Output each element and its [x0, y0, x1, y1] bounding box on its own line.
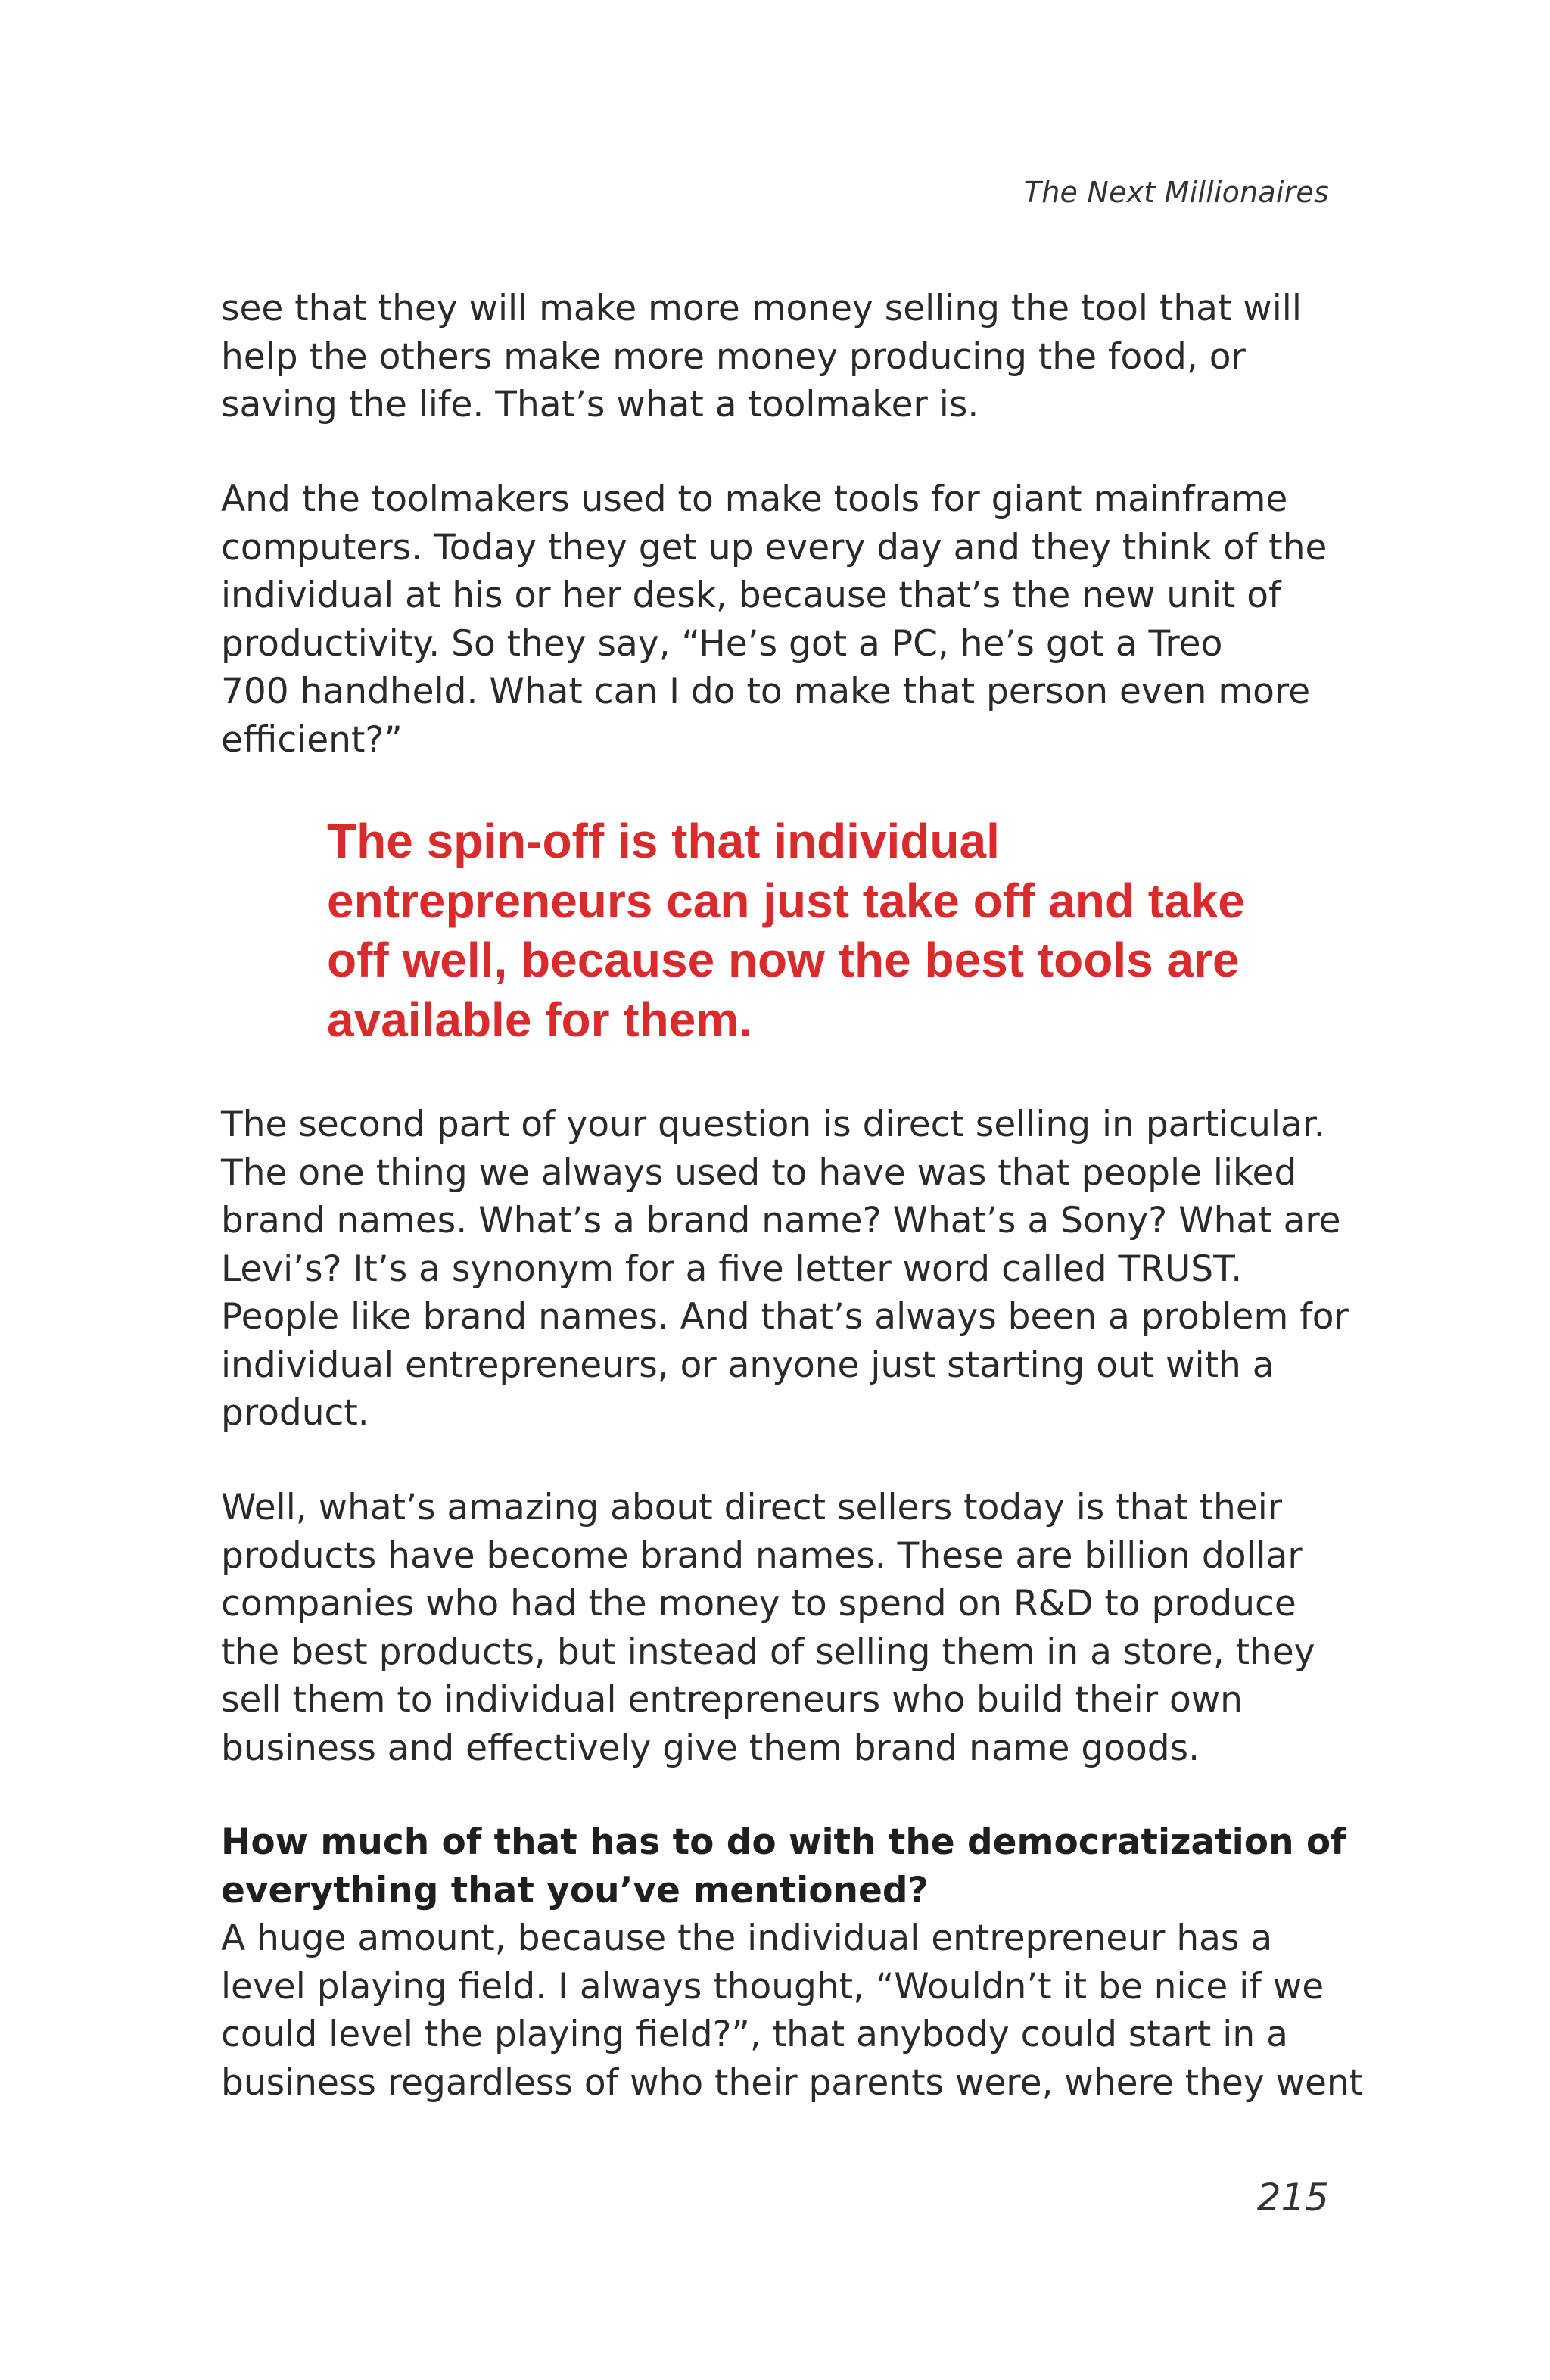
text-line: sell them to individual entrepreneurs who build their own [221, 1679, 1243, 1721]
text-line: products have become brand names. These are billion dollar [221, 1534, 1303, 1577]
text-line: see that they will make more money selling the tool that will [221, 288, 1302, 329]
text-line: productivity. So they say, “He’s got a PC, he’s got a Treo [221, 622, 1223, 665]
text-line: Levi’s? It’s a synonym for a five letter word called TRUST. [221, 1248, 1243, 1290]
text-line: People like brand names. And that’s always been a problem for [221, 1296, 1349, 1338]
interview-answer: A huge amount, because the individual entrepreneur has a [221, 1917, 1273, 1959]
pull-quote [327, 812, 1326, 1049]
text-line: The one thing we always used to have was that people liked [221, 1151, 1297, 1194]
interview-question: everything that you’ve mentioned? [221, 1869, 929, 1911]
text-line: saving the life. That’s what a toolmaker is. [221, 384, 979, 425]
pull-quote-line: The spin-off is that individual [327, 814, 1000, 868]
paragraph-direct-sellers [221, 1484, 1341, 1772]
text-line: Well, what’s amazing about direct sellers today is that their [221, 1487, 1283, 1528]
paragraph-toolmaker-definition [221, 285, 1341, 429]
running-header: The Next Millionaires [1023, 176, 1329, 209]
text-line: brand names. What’s a brand name? What’s a Sony? What are [221, 1200, 1341, 1241]
pull-quote-line: available for them. [327, 992, 752, 1047]
interview-answer: business regardless of who their parents were, where they went [221, 2061, 1364, 2104]
pull-quote-line: entrepreneurs can just take off and take [327, 873, 1245, 928]
text-line: The second part of your question is direct selling in particular. [221, 1104, 1325, 1145]
interview-answer: level playing field. I always thought, “Wouldn’t it be nice if we [221, 1965, 1324, 2008]
page-number: 215 [1256, 2176, 1329, 2220]
text-line: the best products, but instead of selling them in a store, they [221, 1631, 1315, 1673]
text-line: help the others make more money producing the food, or [221, 335, 1246, 378]
pull-quote-line: off well, because now the best tools are [327, 933, 1240, 987]
interview-answer: could level the playing field?”, that anybody could start in a [221, 2014, 1288, 2055]
text-line: product. [221, 1392, 369, 1434]
interview-question: How much of that has to do with the democratization of [221, 1821, 1346, 1863]
interview-qa [221, 1818, 1364, 2107]
text-line: 700 handheld. What can I do to make that person even more [221, 671, 1311, 712]
text-line: business and effectively give them brand name goods. [221, 1727, 1200, 1769]
text-line: individual entrepreneurs, or anyone just starting out with a [221, 1344, 1275, 1386]
text-line: companies who had the money to spend on R&D to produce [221, 1583, 1296, 1625]
text-line: individual at his or her desk, because that’s the new unit of [221, 575, 1281, 616]
text-line: And the toolmakers used to make tools for giant mainframe [221, 478, 1288, 520]
paragraph-direct-selling [221, 1101, 1349, 1438]
text-line: computers. Today they get up every day and they think of the [221, 526, 1327, 569]
text-line: efficient?” [221, 718, 403, 761]
paragraph-toolmakers [221, 475, 1341, 764]
